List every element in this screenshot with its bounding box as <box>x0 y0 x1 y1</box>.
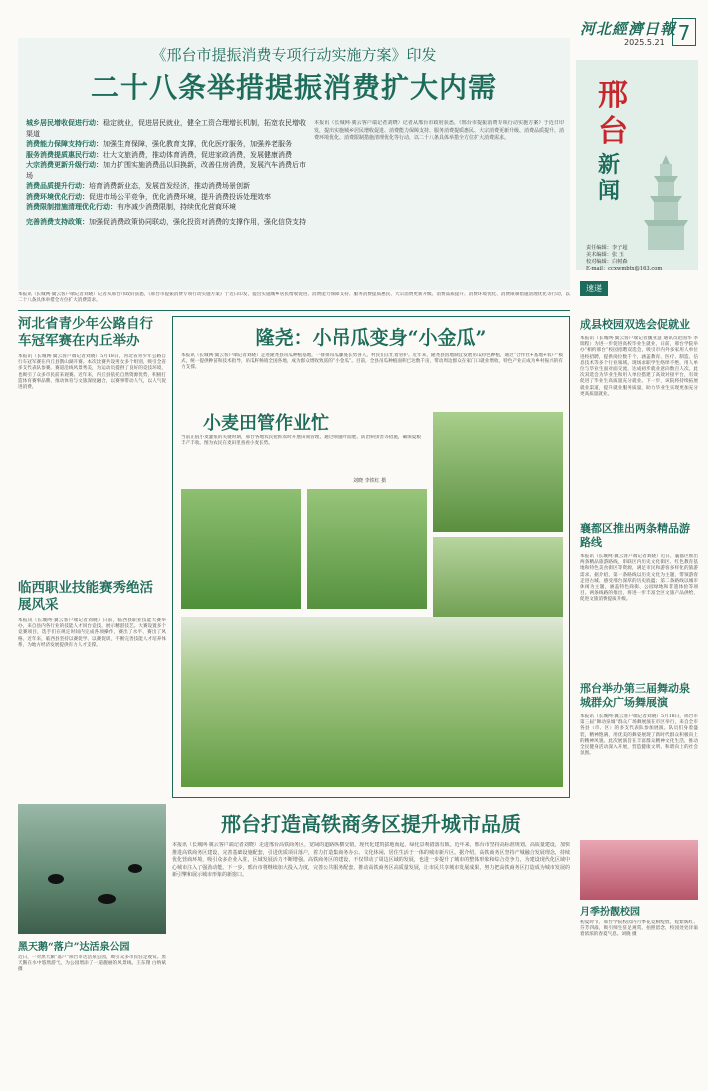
summary-tag: 服务消费提质惠民行动： <box>26 149 103 159</box>
center-feature <box>172 316 570 798</box>
rose-photo <box>580 840 698 900</box>
summary-item <box>26 202 306 213</box>
photo-story-caption: 当前正值小麦灌浆的关键时期，邢台各地农民抢抓农时开展田间管理，通过喷施叶面肥、防治病虫害等措施，确保夏粮丰产丰收。图为农民在麦田里查看小麦长势。 <box>181 435 421 447</box>
lead-article <box>18 38 570 290</box>
left-photo-title: 黑天鹅“落户”达活泉公园 <box>18 942 130 953</box>
summary-tag: 城乡居民增收促进行动： <box>26 118 103 127</box>
editor-box <box>586 245 696 273</box>
right-column <box>580 276 698 1088</box>
wheat-field-photo <box>181 617 563 787</box>
bottom-feature <box>172 808 570 1088</box>
left-article-headline: 河北省青少年公路自行车冠军赛在内丘举办 <box>18 316 153 349</box>
summary-text: 壮大文旅消费，推动体育消费，促进家政消费，发展健康消费 <box>103 150 292 159</box>
right-photo-title: 月季扮靓校园 <box>580 907 640 918</box>
right-article-body: 本报讯（长城网·冀云客户端记者魏亚慧 通讯员赵国华 李瑞程）为进一步促进高校毕业生就业，日前，邢台学院举办“相约邢台”校园招聘双选会，吸引市内外多家用人单位进校招聘，提供岗位数千个，涵盖教育、医疗、制造、信息技术等多个行业领域。现场求职学生络绎不绝，用人单位与毕业生面对面交流，达成初步就业意向数百人次。此次双选会为毕业生和用人单位搭建了高效对接平台，有效促进了毕业生高质量充分就业。下一步，该院将持续拓展就业渠道，提升就业服务质量，助力毕业生实现更加充分更高质量就业。 <box>580 336 698 397</box>
center-body: 本报讯（长城网·冀云客户端记者刘晓）走进隆尧县吊瓜种植基地，一排排吊瓜藤蔓长势喜人，村民们正忙着管护。近年来，隆尧县因地制宜发展吊瓜特色种植，通过“合作社+基地+农户”模式，统一提供种苗和技术指导，吊瓜籽畅销全国各地，成为群众增收致富的“小金瓜”。目前，全县吊瓜种植面积已达数千亩，带动周边群众在家门口就业增收，特色产业正成为乡村振兴的有力支撑。 <box>181 353 563 371</box>
editor-line: 校对编辑：白树森 <box>586 259 628 265</box>
lead-kicker: 《邢台市提振消费专项行动实施方案》印发 <box>151 46 437 64</box>
summary-tag: 完善消费支持政策： <box>26 216 89 226</box>
summary-text: 加强促消费政策协同联动，强化投资对消费的支撑作用，强化信贷支持 <box>89 217 306 226</box>
summary-item <box>26 139 306 150</box>
photo-story-credit: 刘晓 李铁红 摄 <box>353 478 387 484</box>
summary-item <box>26 181 306 192</box>
summary-text: 加强生育保障，强化教育支撑，优化医疗服务，加强养老服务 <box>103 140 292 148</box>
summary-item <box>26 150 306 161</box>
divider <box>18 310 570 311</box>
right-photo-caption: 初夏时节，邢台学院校园内月季花竞相绽放，姹紫嫣红、芬芳四溢，吸引师生驻足观赏、拍照留念，校园处处洋溢着浓浓的春夏气息。刘晓 摄 <box>580 920 698 938</box>
farmer-photo <box>181 489 301 609</box>
swan-photo <box>18 804 166 934</box>
right-article-headline: 成县校园双选会促就业 <box>580 318 690 331</box>
summary-tag: 消费品质提升行动： <box>26 181 89 190</box>
summary-tag: 大宗消费更新升级行动： <box>26 160 103 169</box>
lead-body: 本报讯（长城网·冀云客户端记者刘晓）记者从邢台市政府获悉，《邢台市提振消费专项行动实施方案》于近日印发，提出实施城乡居民增收促进、消费能力保障支持、服务消费提质惠民、大宗消费更新升级、消费品质提升、消费环境优化、消费限制措施清理优化等行动，以二十八条具体举措全方位扩大消费需求。 <box>314 120 564 141</box>
right-article-headline: 邢台举办第三届舞动泉城群众广场舞展演 <box>580 682 690 709</box>
lead-summary-box <box>26 118 306 286</box>
page-number: 7 <box>672 18 696 46</box>
farmer-photo <box>433 537 563 627</box>
masthead-date: 2025.5.21 <box>624 38 665 47</box>
right-article-body: 本报讯（长城网·冀云客户端记者刘晓）近日，襄都区推出两条精品旅游路线，串联区内历史文化街区、红色教育基地和特色美食街区等资源，满足市民和游客多样化的旅游需求。据介绍，第一条路线以历史文化为主题，带领游客走进古城、感受邢台深厚的历史底蕴；第二条路线以城市休闲为主题，涵盖特色商街、公园绿地和非遗体验等项目。两条线路的推出，将进一步丰富全区文旅产品供给，促进文旅消费提质升级。 <box>580 554 698 603</box>
left-column <box>18 316 166 1088</box>
masthead <box>580 18 700 52</box>
lead-body-continued: 本报讯（长城网·冀云客户端记者刘晓）记者从邢台市政府获悉，《邢台市提振消费专项行动实施方案》于近日印发，提出实施城乡居民增收促进、消费能力保障支持、服务消费提质惠民、大宗消费更新升级、消费品质提升、消费环境优化、消费限制措施清理优化等行动，以二十八条具体举措全方位扩大消费需求。 <box>18 292 570 304</box>
right-article-headline: 襄都区推出两条精品游路线 <box>580 522 690 549</box>
left-article-body: 本报讯（长城网·冀云客户端记者刘晓）5月18日，河北省青少年公路自行车冠军赛在内丘县鹊山湖开赛。本次比赛共设男女多个组别，吸引全省多支代表队参赛。赛道沿线风景秀美，为运动员提供了良好的竞技环境，也吸引了众多市民前来观赛。近年来，内丘县依托自然资源优势，积极打造体育赛事品牌，推动体育与文旅深度融合，以赛事带动人气，以人气促进消费。 <box>18 354 166 391</box>
summary-tag: 消费环境优化行动： <box>26 191 89 201</box>
summary-text: 有序减少消费限制，持续优化营商环境 <box>117 203 236 211</box>
lead-headline: 二十八条举措提振消费扩大内需 <box>90 71 497 104</box>
editor-email: E-mail：ccxwmbtx@163.com <box>586 266 663 272</box>
summary-item <box>26 160 306 181</box>
farmer-photo <box>307 489 427 609</box>
farmer-photo <box>433 412 563 532</box>
section-city: 邢台 <box>598 78 628 149</box>
summary-item <box>26 192 306 203</box>
summary-tag: 消费能力保障支持行动： <box>26 139 103 148</box>
section-header <box>576 60 698 270</box>
summary-text: 稳定就业，促进居民就业，健全工资合理增长机制，拓宽农民增收渠道 <box>26 119 306 138</box>
summary-tag: 消费限制措施清理优化行动： <box>26 202 117 211</box>
bottom-headline: 邢台打造高铁商务区提升城市品质 <box>221 812 521 836</box>
editor-line: 责任编辑：李子超 <box>586 245 628 251</box>
editor-line: 美术编辑：张 玉 <box>586 252 624 258</box>
express-label: 速递 <box>580 281 608 296</box>
summary-text: 促进市场公平竞争，优化消费环境，提升消费投诉处理效率 <box>89 192 271 201</box>
bottom-body: 本报讯（长城网·冀云客户端记者刘晓）走进邢台高铁商务区，宽阔的道路纵横交错，现代化建筑拔地而起，绿化景观错落有致。近年来，邢台市坚持高标准规划、高质量建设，加快推进高铁商务区建设，完善基础设施配套，引进优质项目落户，着力打造集商务办公、文化休闲、居住生活于一体的城市新片区。据介绍，高铁商务区坚持产城融合发展理念，持续优化营商环境，吸引众多企业入驻，区域发展活力不断增强。高铁商务区的建设，不仅带动了周边区域的发展，也进一步提升了城市的整体形象和综合竞争力，为建设现代化区域中心城市注入了强劲动能。下一步，邢台市将继续加大投入力度，完善公共服务配套，推动高铁商务区高质量发展，让市民共享城市发展成果，努力把高铁商务区打造成为城市发展的新引擎和展示城市形象的新窗口。 <box>172 842 570 878</box>
summary-item <box>26 217 306 228</box>
summary-text: 加力扩围实施消费品以旧换新，改善住房消费，发展汽车消费后市场 <box>26 161 306 180</box>
center-headline: 隆尧：小吊瓜变身“小金瓜” <box>255 327 487 349</box>
masthead-paper: 河北經濟日報 <box>580 20 677 38</box>
left-article-headline: 临西职业技能赛秀绝活展风采 <box>18 580 153 613</box>
left-photo-caption: 近日，一对黑天鹅“落户”邢台市达活泉公园，吸引众多市民驻足观赏。黑天鹅在水中悠然游弋，为公园增添了一道靓丽的风景线。王东翔 白纳斌 摄 <box>18 955 166 973</box>
left-article-body: 本报讯（长城网·冀云客户端记者刘晓）日前，临西县职业技能大赛举办，来自县内各行业的技能人才同台竞技，展示精湛技艺。大赛设置多个竞赛项目，选手们在规定时间内完成各项操作，赛出了水平、赛出了风格。近年来，临西县坚持以赛促学、以赛促训，不断完善技能人才培养体系，为地方经济发展提供有力人才支撑。 <box>18 618 166 648</box>
photo-story-headline: 小麦田管作业忙 <box>203 413 329 434</box>
summary-text: 培育消费新业态，发展首发经济，推动消费场景创新 <box>89 182 250 190</box>
pagoda-illustration <box>636 150 696 260</box>
right-article-body: 本报讯（长城网·冀云客户端记者刘晓）5月18日，邢台市第三届“舞动泉城”群众广场舞展演在市区举行，来自全市各县（市、区）的多支代表队参加展演。队员们身着盛装，精神饱满，用优美的舞姿展现了新时代群众积极向上的精神风貌。此次展演旨在丰富群众精神文化生活，推动全民健身活动深入开展，营造健康文明、和谐向上的社会氛围。 <box>580 714 698 757</box>
section-title: 新闻 <box>598 152 621 204</box>
summary-item <box>26 118 306 139</box>
